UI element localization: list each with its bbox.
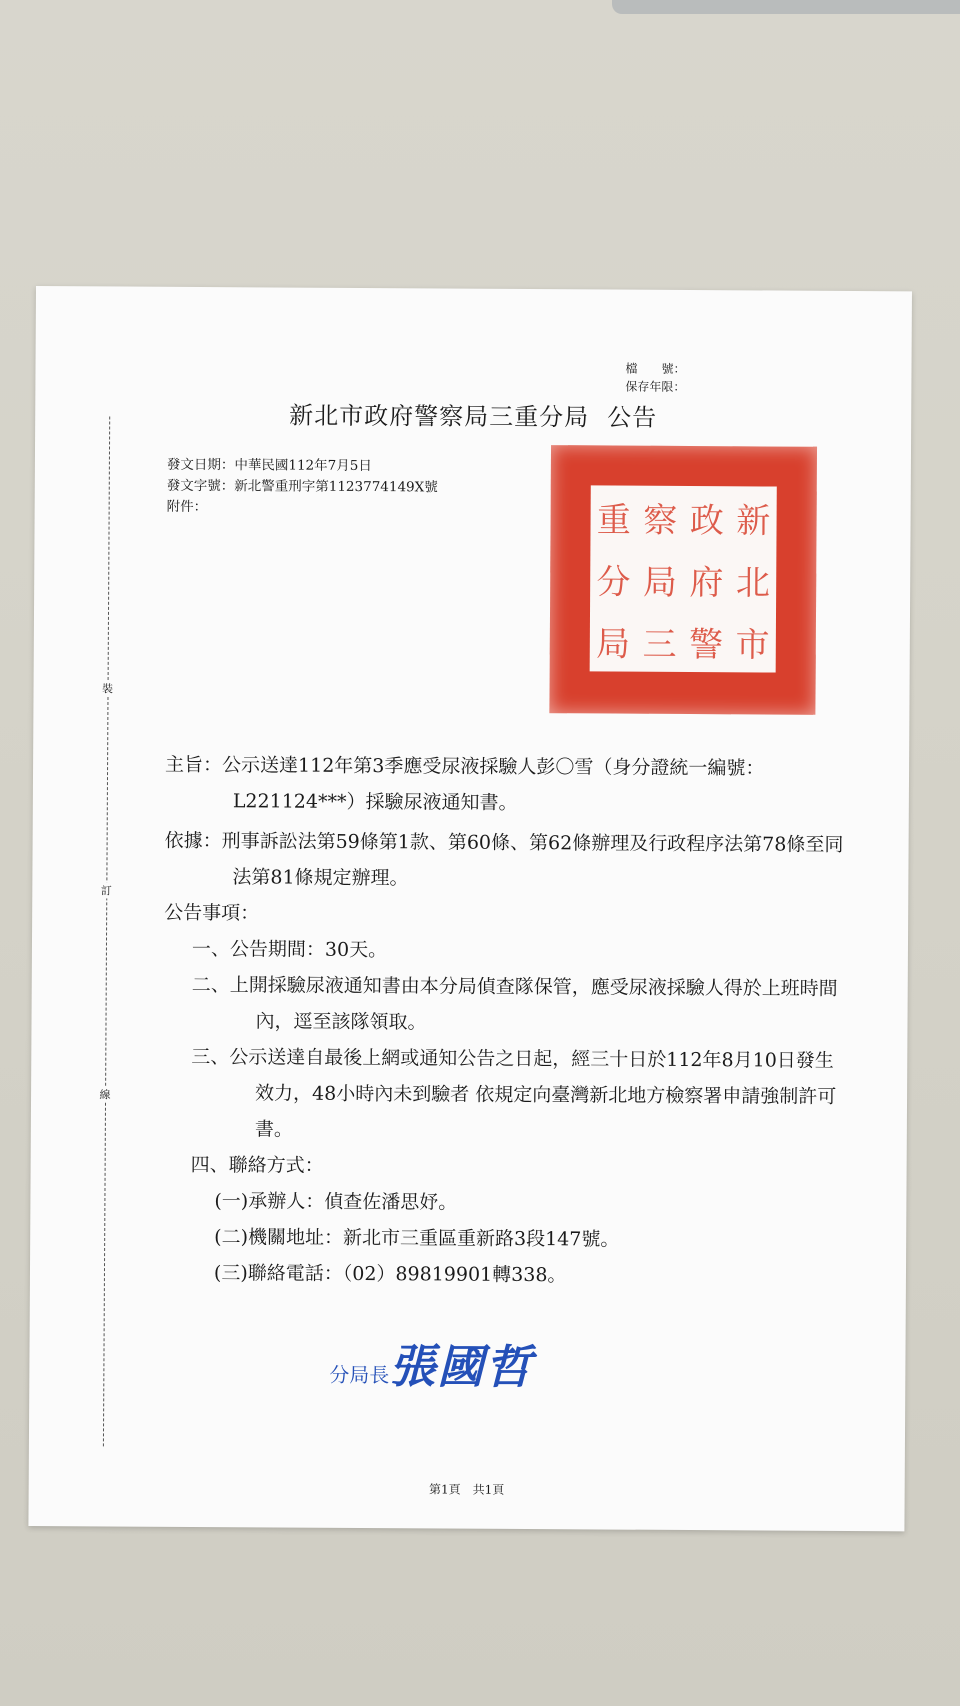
notice-item-3: 三、公示送達自最後上網或通知公告之日起，經三十日於112年8月10日發生效力，48小時內未到驗者 依規定向臺灣新北地方檢察署申請強制許可書。 bbox=[191, 1045, 837, 1141]
binding-mark-zhuang: 裝 bbox=[97, 680, 117, 696]
document-info bbox=[167, 455, 438, 520]
attachment: 附件： bbox=[166, 498, 208, 516]
subject-paragraph: 主旨：公示送達112年第3季應受尿液採驗人彭〇雪（身分證統一編號：L221124***）採驗尿液通知書。 bbox=[165, 753, 765, 814]
contact-address: (二)機關地址：新北市三重區重新路3段147號。 bbox=[214, 1226, 620, 1251]
page-number: 第1頁 共1頁 bbox=[428, 1482, 505, 1497]
announcement-body bbox=[162, 747, 845, 1295]
chief-signature-stamp bbox=[329, 1330, 533, 1397]
seal-char: 分 bbox=[596, 561, 631, 603]
seal-char: 警 bbox=[688, 624, 724, 665]
issue-date: 發文日期：中華民國112年7月5日 bbox=[166, 456, 372, 475]
seal-char: 局 bbox=[642, 562, 678, 603]
binding-mark-xian: 線 bbox=[95, 1086, 115, 1102]
seal-char: 府 bbox=[689, 562, 724, 603]
seal-char: 政 bbox=[689, 500, 724, 541]
notice-item-1: 一、公告期間：30天。 bbox=[191, 937, 388, 962]
seal-char: 局 bbox=[595, 623, 631, 665]
seal-char: 察 bbox=[643, 500, 678, 541]
seal-inner bbox=[590, 485, 777, 672]
retention-period-label: 保存年限： bbox=[625, 379, 686, 394]
basis-paragraph: 依據：刑事訴訟法第59條第1款、第60條、第62條辦理及行政程序法第78條至同法第81條規定辦理。 bbox=[164, 829, 844, 890]
notice-heading: 公告事項： bbox=[164, 901, 260, 925]
title-org: 新北市政府警察局三重分局 bbox=[289, 401, 590, 432]
official-seal bbox=[549, 445, 817, 715]
seal-char: 重 bbox=[596, 499, 631, 541]
notice-item-2: 二、上開採驗尿液通知書由本分局偵查隊保管，應受尿液採驗人得於上班時間內，逕至該隊領取。 bbox=[191, 973, 838, 1034]
seal-char: 北 bbox=[735, 562, 771, 603]
title-type: 公告 bbox=[607, 403, 658, 432]
signature-title: 分局長 bbox=[329, 1362, 390, 1388]
contact-phone: (三)聯絡電話：（02）89819901轉338。 bbox=[213, 1262, 567, 1287]
seal-char: 新 bbox=[736, 500, 771, 541]
signature-name: 張國哲 bbox=[389, 1339, 534, 1395]
document-number: 發文字號：新北警重刑字第1123774149X號 bbox=[166, 477, 438, 496]
notice-item-4: 四、聯絡方式： bbox=[190, 1153, 324, 1177]
document-page bbox=[28, 286, 912, 1531]
archive-number-label: 檔 號： bbox=[625, 361, 686, 376]
contact-officer: (一)承辦人：偵查佐潘思妤。 bbox=[214, 1190, 458, 1214]
page-title bbox=[35, 394, 911, 434]
seal-char: 三 bbox=[642, 624, 677, 665]
background-object bbox=[612, 0, 960, 14]
binding-line bbox=[103, 416, 110, 1446]
seal-char: 市 bbox=[735, 624, 770, 665]
binding-mark-ding: 訂 bbox=[96, 882, 116, 898]
archive-meta bbox=[625, 360, 685, 396]
